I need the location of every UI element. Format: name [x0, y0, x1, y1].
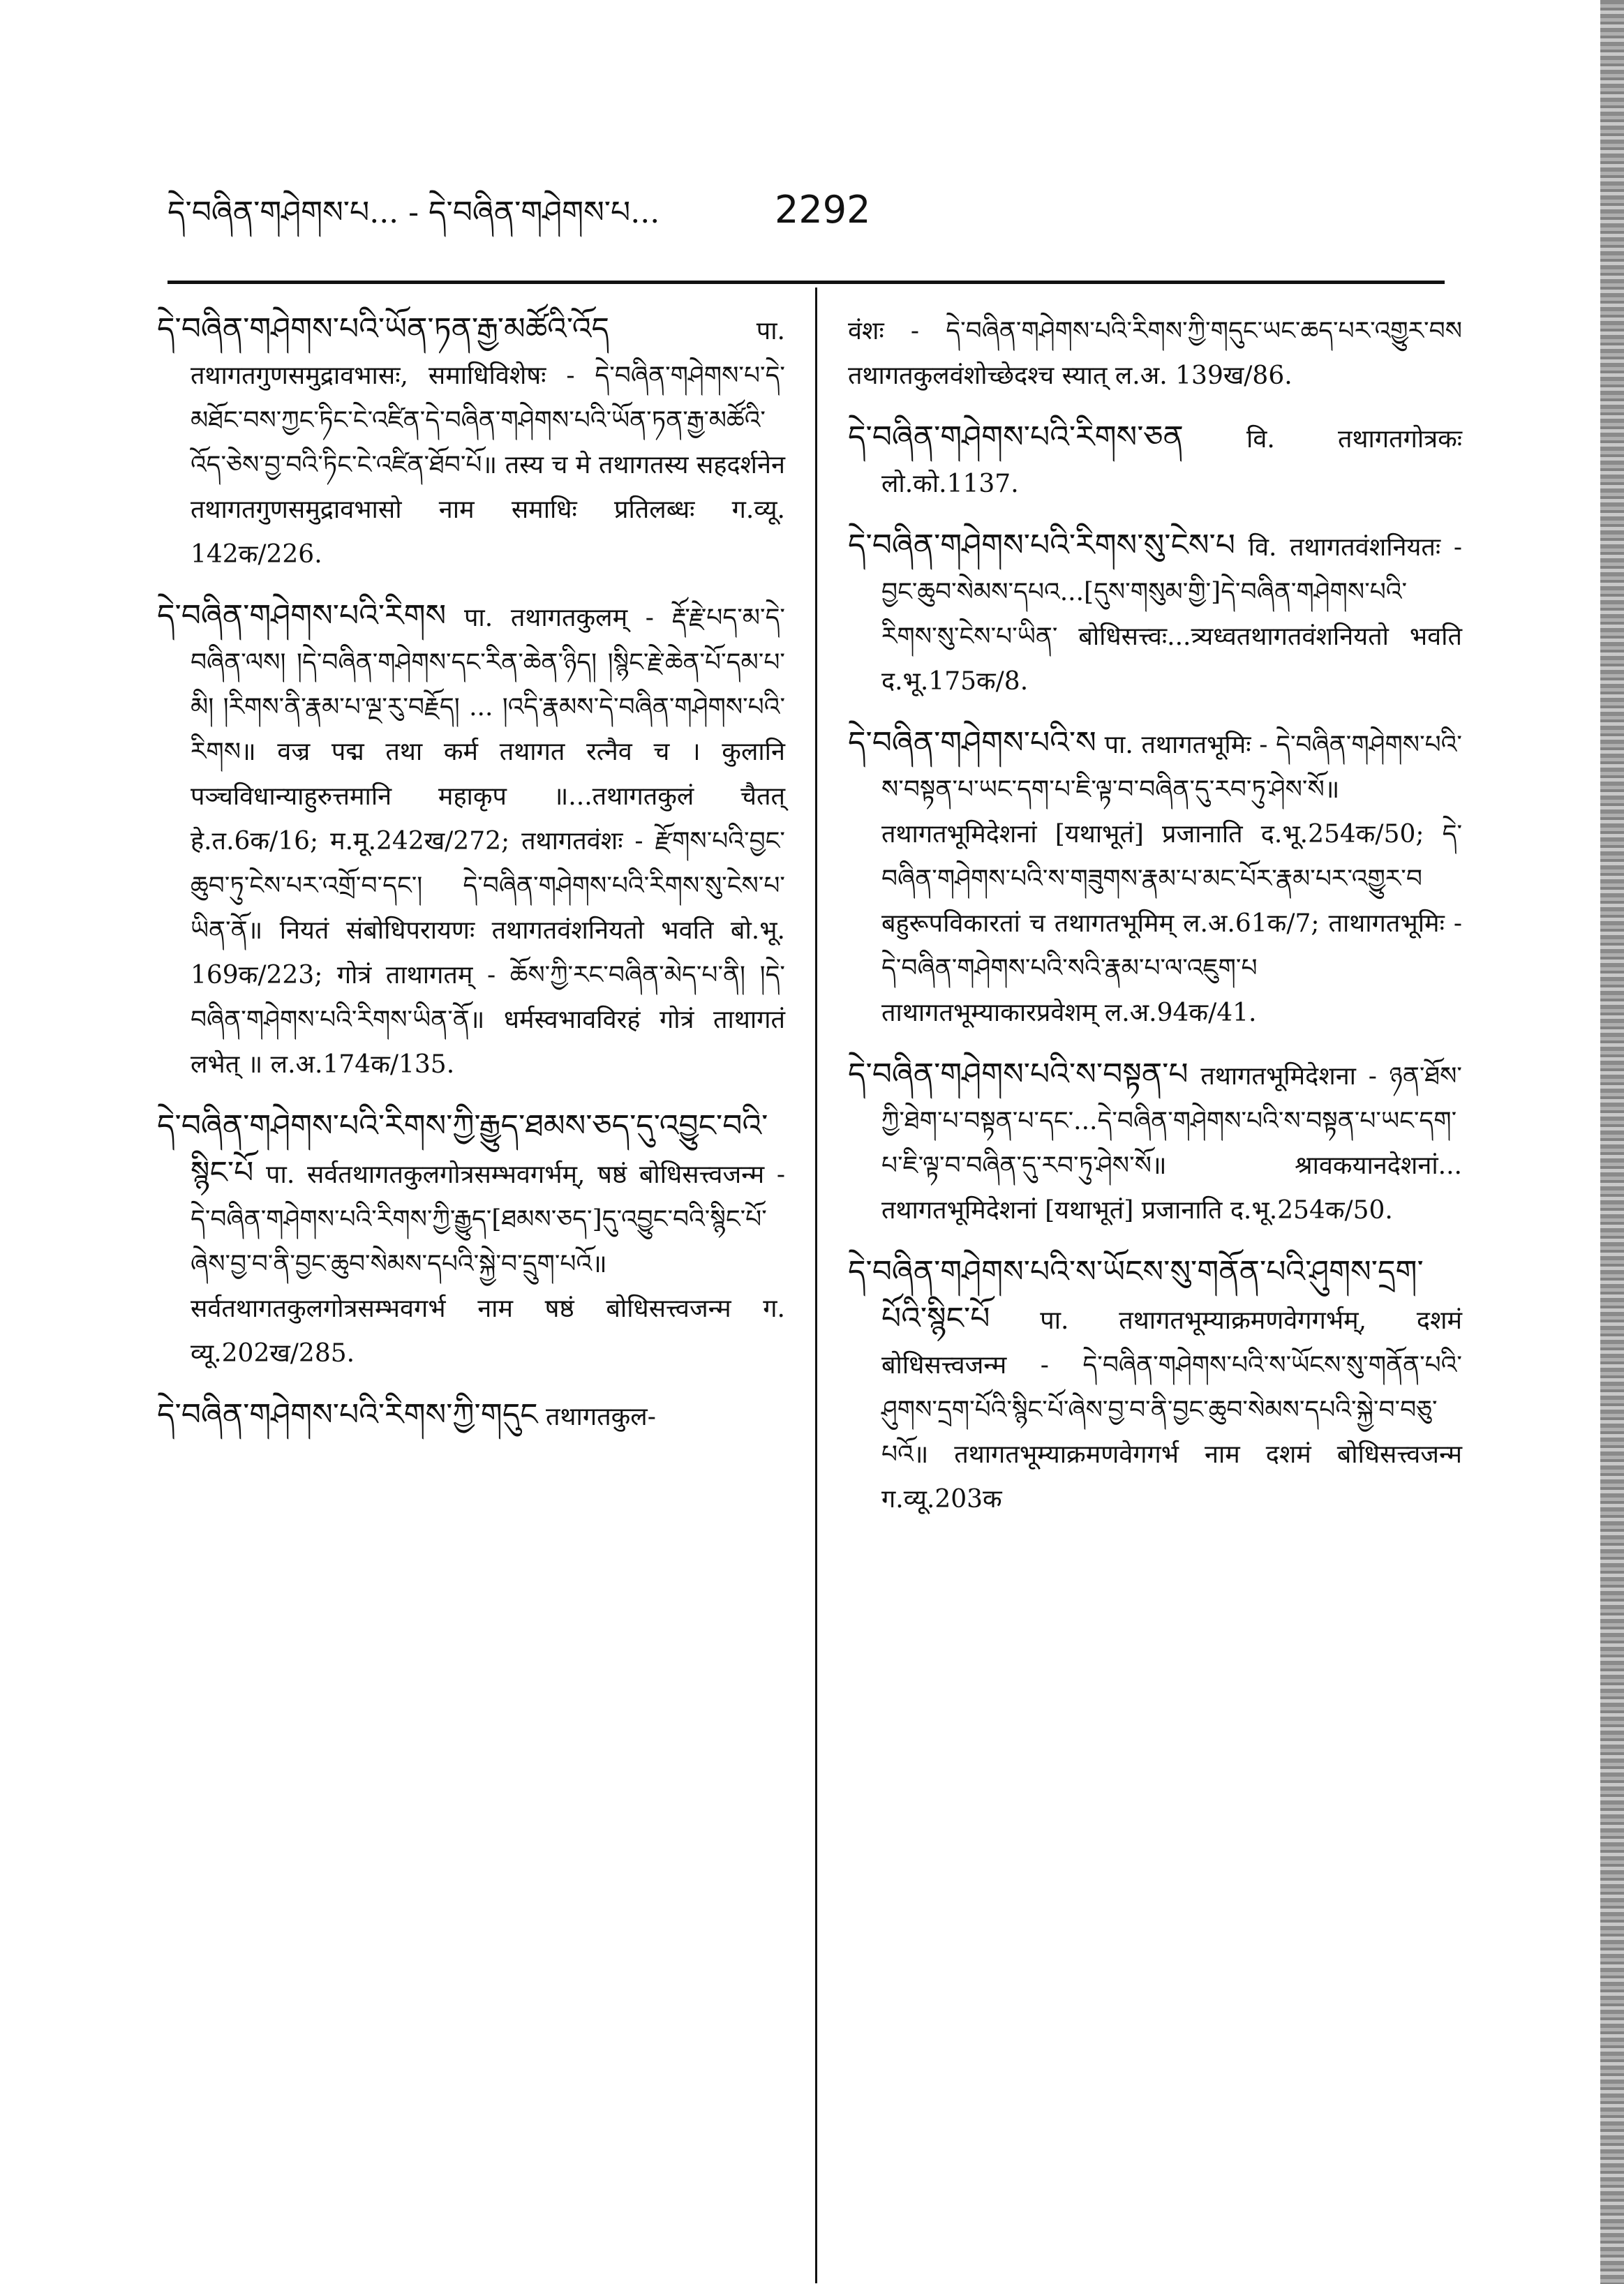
- entry-headword: དེ་བཞིན་གཤེགས་པའི་ས་ཡོངས་སུ་གནོན་པའི་ཤུགས་དྲག་པོའི་སྙིང་པོ: [848, 1254, 1424, 1336]
- running-head: དེ་བཞིན་གཤེགས་པ... - དེ་བཞིན་གཤེགས་པ...: [167, 195, 660, 230]
- left-column: [157, 307, 785, 1456]
- dictionary-entry: [848, 1052, 1462, 1233]
- entry-headword: དེ་བཞིན་གཤེགས་པའི་རིགས་སུ་ངེས་པ: [848, 528, 1235, 563]
- scan-edge: [1600, 0, 1624, 2284]
- dictionary-entry: [848, 415, 1462, 507]
- header-rule: [167, 281, 1445, 284]
- entry-body: पा. तथागतकुलम् - རྡོ་རྗེ་པད་མ་དེ་བཞིན་ལས། །དེ་བཞིན་གཤེགས་དང་རིན་ཆེན་ཉིད། །སྙིང་རྗེ་ཆེན་པོ་དམ་པ་མི། །རིགས་ནི་རྣམ་པ་ལྔ་རུ་བརྗོད། ... །འདི་རྣམས་དེ་བཞིན་གཤེགས་པའི་རིགས॥ वज्र पद्म तथा कर्म तथागत रत्नैव च । कुलानि पञ्चविधान्याहुरुत्तमानि महाकृप ॥...तथागतकुलं चैतत् हे.त.6क/16; म.मू.242ख/272; तथागतवंशः - རྫོགས་པའི་བྱང་ཆུབ་ཏུ་ངེས་པར་འགྲོ་བ་དང་། དེ་བཞིན་གཤེགས་པའི་རིགས་སུ་ངེས་པ་ཡིན་ནོ॥ नियतं संबोधिपरायणः तथागतवंशनियतो भवति बो.भू. 169क/223; गोत्रं ताथागतम् - ཆོས་ཀྱི་རང་བཞིན་མེད་པ་ནི། །དེ་བཞིན་གཤེགས་པའི་རིགས་ཡིན་ནོ॥ धर्मस्वभावविरहं गोत्रं ताथागतं लभेत् ॥ ल.अ.174क/135.: [191, 604, 785, 1079]
- dictionary-entry-continuation: [848, 307, 1462, 398]
- dictionary-entry: [157, 594, 785, 1087]
- entry-headword: དེ་བཞིན་གཤེགས་པའི་ས: [848, 725, 1096, 761]
- entry-body: पा. तथागतभूम्याक्रमणवेगगर्भम्, दशमं बोधिसत्त्वजन्म - དེ་བཞིན་གཤེགས་པའི་ས་ཡོངས་སུ་གནོན་པའི་ཤུགས་དྲག་པོའི་སྙིང་པོ་ཞེས་བྱ་བ་ནི་བྱང་ཆུབ་སེམས་དཔའི་སྐྱེ་བ་བཅུ་པའོ॥ तथागतभूम्याक्रमणवेगगर्भ नाम दशमं बोधिसत्त्वजन्म ग.व्यू.203क: [881, 1306, 1462, 1514]
- entry-body: वि. तथागतगोत्रकः लो.को.1137.: [881, 425, 1462, 498]
- entry-headword: དེ་བཞིན་གཤེགས་པའི་ཡོན་ཏན་རྒྱ་མཚོའི་འོད: [157, 311, 609, 347]
- entry-headword: དེ་བཞིན་གཤེགས་པའི་རིགས་ཅན: [848, 419, 1184, 455]
- column-divider: [815, 288, 817, 2283]
- entry-headword: དེ་བཞིན་གཤེགས་པའི་ས་བསྟན་པ: [848, 1057, 1189, 1092]
- entry-body: वंशः - དེ་བཞིན་གཤེགས་པའི་རིགས་ཀྱི་གདུང་ཡང་ཆད་པར་འགྱུར་བས तथागतकुलवंशोच्छेदश्च स्यात् ल.अ. 139ख/86.: [848, 317, 1462, 390]
- dictionary-entry: [157, 307, 785, 577]
- entry-body: तथागतभूमिदेशना - ཉན་ཐོས་ཀྱི་ཐེག་པ་བསྟན་པ་དང་...དེ་བཞིན་གཤེགས་པའི་ས་བསྟན་པ་ཡང་དག་པ་ཇི་ལྟ་བ་བཞིན་དུ་རབ་ཏུ་ཤེས་སོ॥ श्रावकयानदेशनां... तथागतभूमिदेशनां [यथाभूतं] प्रजानाति द.भू.254क/50.: [881, 1062, 1462, 1225]
- page-header: [167, 178, 1445, 262]
- entry-body: पा. तथागतगुणसमुद्रावभासः, समाधिविशेषः - དེ་བཞིན་གཤེགས་པ་དེ་མཐོང་བས་ཀྱང་ཏིང་ངེ་འཛིན་དེ་བཞིན་གཤེགས་པའི་ཡོན་ཏན་རྒྱ་མཚོའི་འོད་ཅེས་བྱ་བའི་ཏིང་ངེ་འཛིན་ཐོབ་པོ॥ तस्य च मे तथागतस्य सहदर्शनेन तथागतगुणसमुद्रावभासो नाम समाधिः प्रतिलब्धः ग.व्यू. 142क/226.: [191, 317, 785, 569]
- entry-headword: དེ་བཞིན་གཤེགས་པའི་རིགས: [157, 598, 447, 634]
- entry-body: पा. सर्वतथागतकुलगोत्रसम्भवगर्भम्, षष्ठं बोधिसत्त्वजन्म - དེ་བཞིན་གཤེགས་པའི་རིགས་ཀྱི་རྒྱུད་[ཐམས་ཅད་]དུ་འབྱུང་བའི་སྙིང་པོ་ཞེས་བྱ་བ་ནི་བྱང་ཆུབ་སེམས་དཔའི་སྐྱེ་བ་དྲུག་པའོ॥ सर्वतथागतकुलगोत्रसम्भवगर्भ नाम षष्ठं बोधिसत्त्वजन्म ग. व्यू.202ख/285.: [191, 1160, 785, 1368]
- entry-body: तथागतकुल-: [546, 1403, 656, 1431]
- dictionary-entry: [157, 1104, 785, 1376]
- entry-body: पा. तथागतभूमिः - དེ་བཞིན་གཤེགས་པའི་ས་བསྟན་པ་ཡང་དག་པ་ཇི་ལྟ་བ་བཞིན་དུ་རབ་ཏུ་ཤེས་སོ॥ तथागतभूमिदेशनां [यथाभूतं] प्रजानाति द.भू.254क/50; དེ་བཞིན་གཤེགས་པའི་ས་གཟུགས་རྣམ་པ་མང་པོར་རྣམ་པར་འགྱུར་བ बहुरूपविकारतां च तथागतभूमिम् ल.अ.61क/7; ताथागतभूमिः - དེ་བཞིན་གཤེགས་པའི་སའི་རྣམ་པ་ལ་འཇུག་པ ताथागतभूम्याकारप्रवेशम् ल.अ.94क/41.: [881, 731, 1462, 1027]
- page-number: 2292: [775, 188, 871, 232]
- dictionary-entry: [848, 523, 1462, 704]
- dictionary-entry: [848, 721, 1462, 1036]
- dictionary-entry: [157, 1393, 785, 1440]
- entry-headword: དེ་བཞིན་གཤེགས་པའི་རིགས་ཀྱི་རྒྱུད་ཐམས་ཅད་དུ་འབྱུང་བའི་སྙིང་པོ: [157, 1108, 768, 1190]
- entry-body: वि. तथागतवंशनियतः - བྱང་ཆུབ་སེམས་དཔའ...[དུས་གསུམ་གྱི་]དེ་བཞིན་གཤེགས་པའི་རིགས་སུ་ངེས་པ་ཡིན་ बोधिसत्त्वः...त्र्यध्वतथागतवंशनियतो भवति द.भू.175क/8.: [881, 533, 1462, 696]
- entry-headword: དེ་བཞིན་གཤེགས་པའི་རིགས་ཀྱི་གདུང: [157, 1397, 538, 1433]
- right-column: [848, 307, 1462, 1539]
- dictionary-entry: [848, 1250, 1462, 1522]
